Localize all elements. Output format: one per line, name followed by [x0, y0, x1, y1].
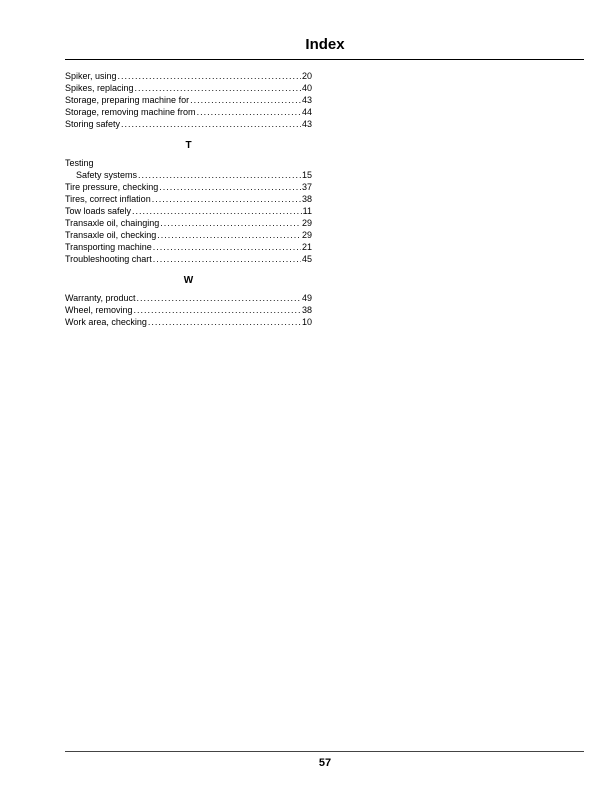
- dot-leader: [135, 82, 301, 94]
- entry-page: 10: [301, 316, 312, 327]
- entry-page: 21: [301, 242, 312, 253]
- index-entry: [65, 94, 312, 106]
- dot-leader: [159, 181, 301, 193]
- dot-leader: [160, 217, 301, 229]
- entry-term: Transporting machine: [65, 242, 152, 253]
- dot-leader: [134, 304, 301, 316]
- entry-page: 49: [301, 292, 312, 303]
- entry-term: Storage, preparing machine for: [65, 95, 190, 106]
- dot-leader: [190, 94, 301, 106]
- entry-term: Tires, correct inflation: [65, 193, 151, 204]
- dot-leader: [121, 118, 301, 130]
- entry-page: 44: [301, 107, 312, 118]
- index-parent-term: Testing: [65, 157, 94, 168]
- index-entry: [65, 106, 312, 118]
- dot-leader: [118, 70, 301, 82]
- index-entry: [65, 193, 312, 205]
- dot-leader: [197, 106, 301, 118]
- entry-page: 29: [301, 230, 312, 241]
- entry-page: 11: [302, 205, 312, 216]
- index-entry: [65, 205, 312, 217]
- entry-term: Storage, removing machine from: [65, 107, 196, 118]
- dot-leader: [138, 169, 301, 181]
- index-entry: [65, 253, 312, 265]
- entry-term: Transaxle oil, checking: [65, 230, 157, 241]
- entry-page: 43: [301, 95, 312, 106]
- index-entry: [65, 304, 312, 316]
- entry-page: 38: [301, 304, 312, 315]
- entry-term: Warranty, product: [65, 292, 136, 303]
- entry-page: 29: [301, 218, 312, 229]
- entry-page: 38: [301, 193, 312, 204]
- entry-page: 37: [301, 181, 312, 192]
- index-entry: [65, 229, 312, 241]
- dot-leader: [148, 316, 301, 328]
- dot-leader: [157, 229, 301, 241]
- index-entry: [65, 82, 312, 94]
- entry-term: Spikes, replacing: [65, 83, 134, 94]
- index-entry: [65, 241, 312, 253]
- page-number: 57: [318, 757, 332, 769]
- index-entry: [65, 181, 312, 193]
- entry-term: Transaxle oil, chainging: [65, 218, 160, 229]
- index-subentry: [65, 169, 312, 181]
- index-entry: [65, 70, 312, 82]
- dot-leader: [137, 292, 301, 304]
- entry-term: Troubleshooting chart: [65, 254, 152, 265]
- index-entry: [65, 316, 312, 328]
- index-entry: [65, 217, 312, 229]
- entry-term: Work area, checking: [65, 316, 147, 327]
- entry-term: Storing safety: [65, 119, 121, 130]
- footer-divider: [65, 751, 584, 752]
- section-letter-w: W: [183, 275, 194, 287]
- section-letter-t: T: [185, 140, 192, 152]
- page-title: Index: [305, 36, 345, 53]
- entry-page: 43: [301, 119, 312, 130]
- dot-leader: [153, 241, 301, 253]
- entry-page: 40: [301, 83, 312, 94]
- index-entry: [65, 292, 312, 304]
- entry-term: Tow loads safely: [65, 205, 132, 216]
- entry-page: 45: [301, 254, 312, 265]
- index-entry: [65, 118, 312, 130]
- entry-page: 20: [301, 71, 312, 81]
- entry-page: 15: [301, 169, 312, 180]
- header-divider: [65, 59, 584, 60]
- dot-leader: [132, 205, 302, 217]
- index-column: [65, 70, 312, 328]
- entry-term: Spiker, using: [65, 71, 117, 81]
- entry-term: Safety systems: [76, 169, 138, 180]
- dot-leader: [152, 193, 301, 205]
- entry-term: Wheel, removing: [65, 304, 133, 315]
- entry-term: Tire pressure, checking: [65, 181, 159, 192]
- dot-leader: [153, 253, 301, 265]
